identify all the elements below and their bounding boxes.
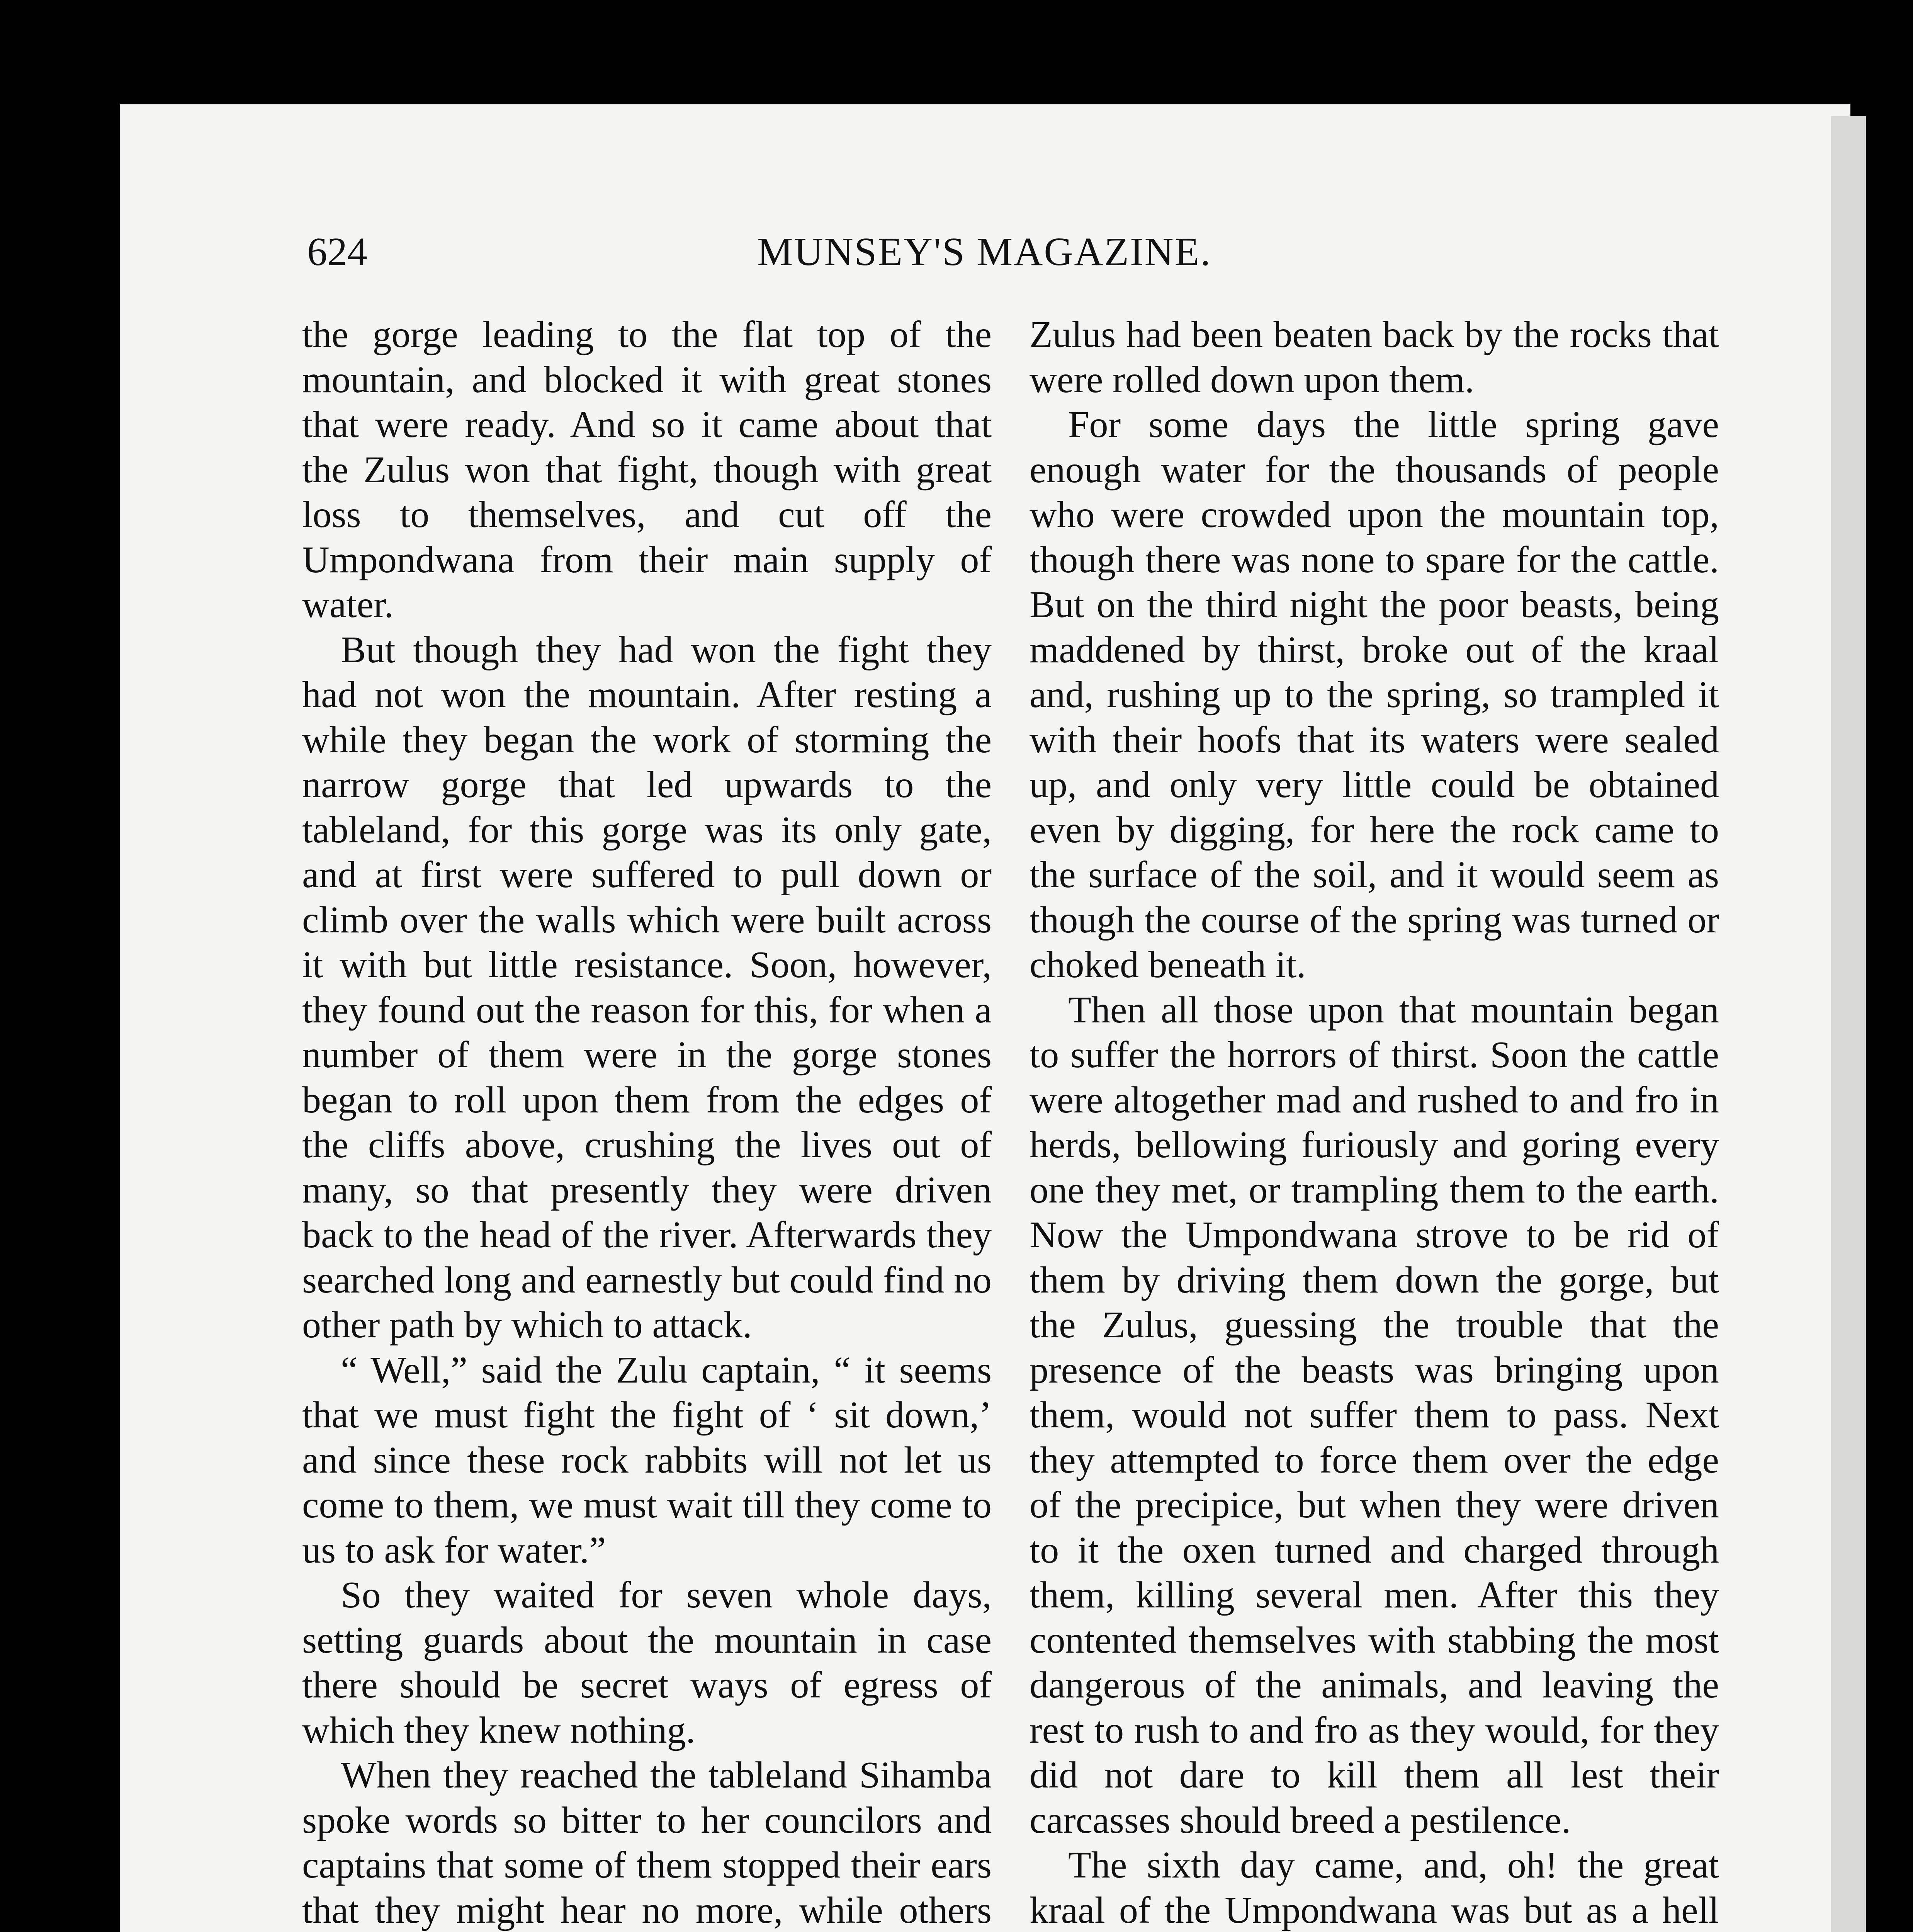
right-column [1030, 312, 1719, 1932]
page-number: 624 [307, 230, 367, 274]
paragraph: “ Well,” said the Zulu captain, “ it seems that we must fight the fight of ‘ sit down,’ and since these rock rabbits will not let us come to them, we must wait till they come to us to ask for water.” [302, 1349, 992, 1571]
paragraph: Zulus had been beaten back by the rocks that were rolled down upon them. [1030, 314, 1719, 401]
paragraph: the gorge leading to the flat top of the mountain, and blocked it with great stones that were ready. And so it came about that the Zulus won that fight, though with great loss to themselves, and cut off the Umpondwana from their main supply of water. [302, 314, 992, 626]
paragraph: For some days the little spring gave enough water for the thousands of people who were crowded upon the mountain top, though there was none to spare for the cattle. But on the third night the poor beasts, being maddened by thirst, broke out of the kraal and, rushing up to the spring, so trampled it with their hoofs that its waters were sealed up, and only very little could be obtained even by digging, for here the rock came to the surface of the soil, and it would seem as though the course of the spring was turned or choked beneath it. [1030, 404, 1719, 986]
paragraph: Then all those upon that mountain began to suffer the horrors of thirst. Soon the cattle were altogether mad and rushed to and fro in herds, bellowing furiously and goring every one they met, or trampling them to the earth. Now the Umpondwana strove to be rid of them by driving them down the gorge, but the Zulus, guessing the trouble that the presence of the beasts was bringing upon them, would not suffer them to pass. Next they attempted to force them over the edge of the precipice, but when they were driven to it the oxen turned and charged through them, killing several men. After this they contented themselves with stabbing the most dangerous of the animals, and leaving the rest to rush to and fro as they would, for they did not dare to kill them all lest their carcasses should breed a pestilence. [1030, 989, 1719, 1841]
paragraph: So they waited for seven whole days, setting guards about the mountain in case there should be secret ways of egress of which they knew nothing. [302, 1574, 992, 1751]
page-gutter-shadow [1831, 116, 1866, 1932]
paragraph: The sixth day came, and, oh! the great kraal of the Umpondwana was but as a hell [1030, 1844, 1719, 1931]
left-column [302, 312, 992, 1932]
running-head: MUNSEY'S MAGAZINE. [757, 230, 1212, 274]
paragraph: When they reached the tableland Sihamba spoke words so bitter to her councilors and captains that some of them stopped their ears that they might hear no more, while others [302, 1754, 992, 1931]
paragraph: But though they had won the fight they had not won the mountain. After resting a while they began the work of storming the narrow gorge that led upwards to the tableland, for this gorge was its only gate, and at first were suffered to pull down or climb over the walls which were built across it with but little resistance. Soon, however, they found out the reason for this, for when a number of them were in the gorge stones began to roll upon them from the edges of the cliffs above, crushing the lives out of many, so that presently they were driven back to the head of the river. Afterwards they searched long and earnestly but could find no other path by which to attack. [302, 629, 992, 1346]
